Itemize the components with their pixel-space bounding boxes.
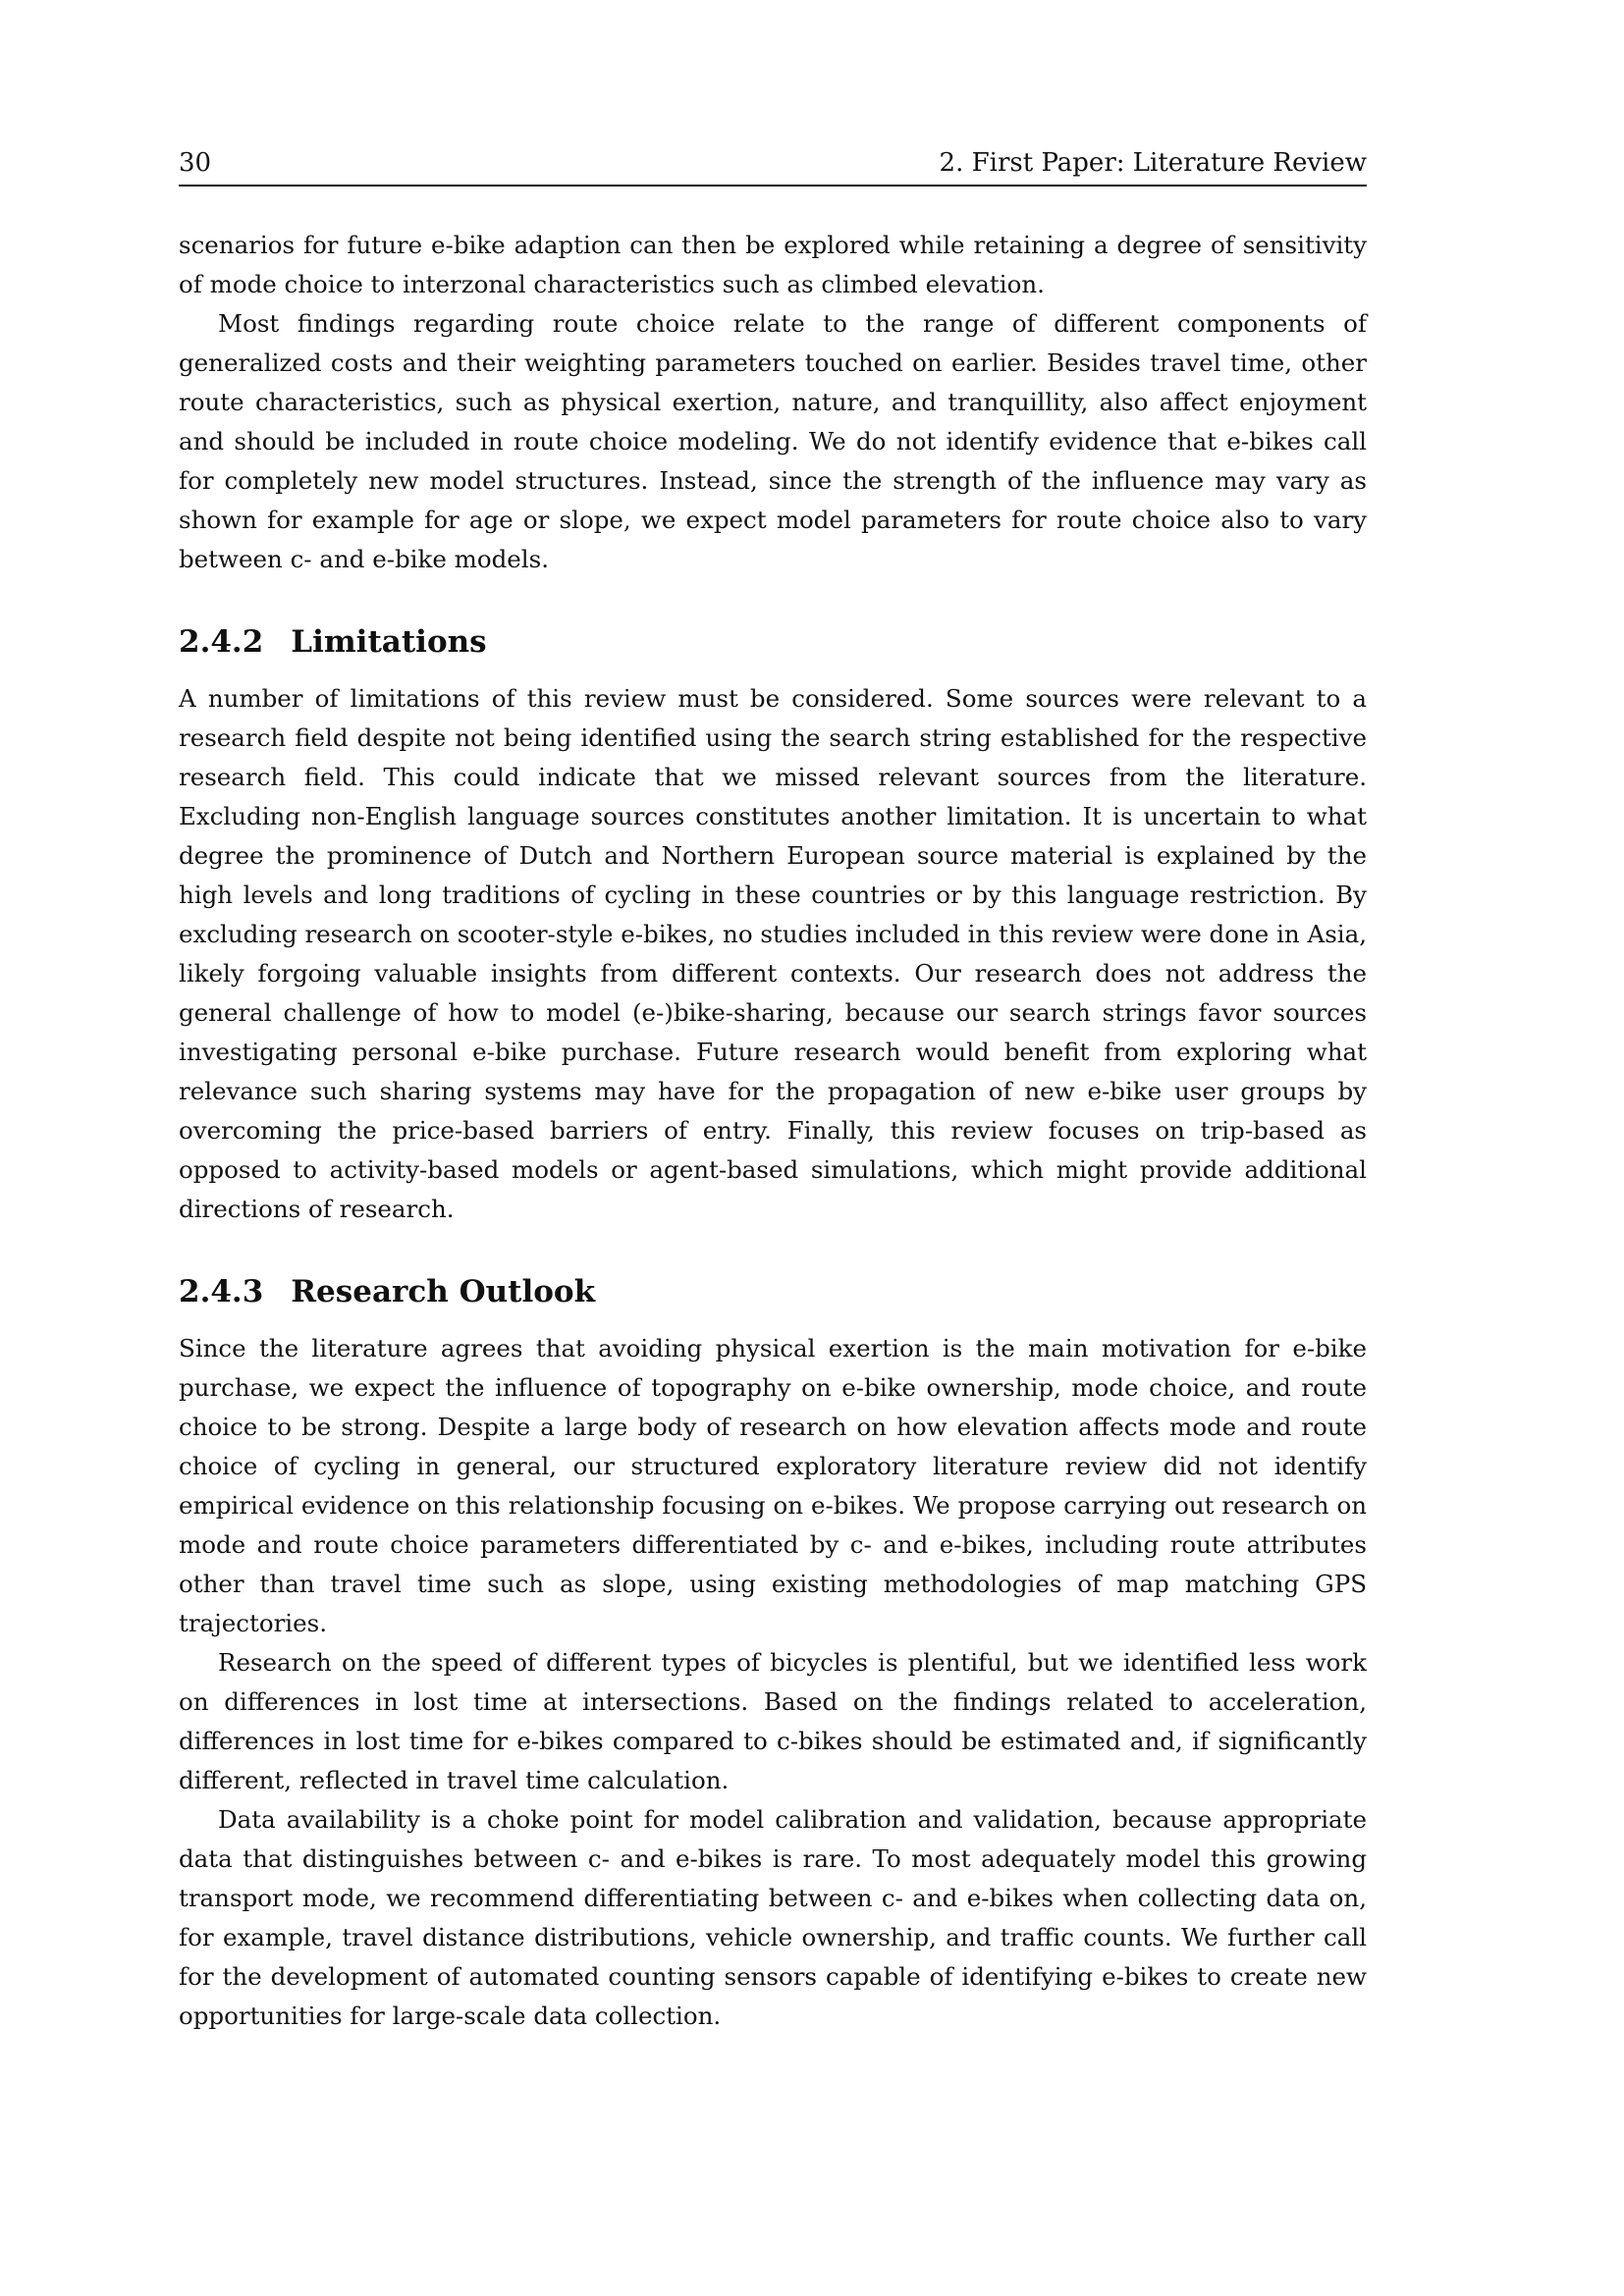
document-page [179,147,1367,2036]
paragraph: Research on the speed of different types of bicycles is plentiful, but we identified less work on differences in lost time at intersections. Based on the findings related to acceleration, differences in lost time for e-bikes compared to c-bikes should be estimated and, if significantly different, reflected in travel time calculation. [179,1648,1367,1794]
paragraph: Most findings regarding route choice relate to the range of different components of generalized costs and their weighting parameters touched on earlier. Besides travel time, other route characteristics, such as physical exertion, nature, and tranquillity, also affect enjoyment and should be included in route choice modeling. We do not identify evidence that e-bikes call for completely new model structures. Instead, since the strength of the influence may vary as shown for example for age or slope, we expect model parameters for route choice also to vary between c- and e-bike models. [179,309,1367,573]
running-title: 2. First Paper: Literature Review [939,148,1367,178]
paragraph: Data availability is a choke point for model calibration and validation, because appropriate data that distinguishes between c- and e-bikes is rare. To most adequately model this growing transport mode, we recommend differentiating between c- and e-bikes when collecting data on, for example, travel distance distributions, vehicle ownership, and traffic counts. We further call for the development of automated counting sensors capable of identifying e-bikes to create new opportunities for large-scale data collection. [179,1805,1367,2030]
section-number: 2.4.2 [179,624,264,660]
body-text [179,226,1367,2036]
page-number: 30 [179,148,212,178]
section-heading-limitations [179,622,1367,662]
section-title: Limitations [291,624,487,660]
running-header [179,147,1367,187]
section-heading-research-outlook [179,1272,1367,1311]
section-number: 2.4.3 [179,1274,264,1309]
section-title: Research Outlook [291,1274,596,1309]
paragraph: A number of limitations of this review must be considered. Some sources were relevant to a research field despite not being identified using the search string established for the respective research field. This could indicate that we missed relevant sources from the literature. Excluding non-English language sources constitutes another limitation. It is uncertain to what degree the prominence of Dutch and Northern European source material is explained by the high levels and long traditions of cycling in these countries or by this language restriction. By excluding research on scooter-style e-bikes, no studies included in this review were done in Asia, likely forgoing valuable insights from different contexts. Our research does not address the general challenge of how to model (e-)bike-sharing, because our search strings favor sources investigating personal e-bike purchase. Future research would benefit from exploring what relevance such sharing systems may have for the propagation of new e-bike user groups by overcoming the price-based barriers of entry. Finally, this review focuses on trip-based as opposed to activity-based models or agent-based simulations, which might provide additional directions of research. [179,684,1367,1223]
paragraph: Since the literature agrees that avoiding physical exertion is the main motivation for e-bike purchase, we expect the influence of topography on e-bike ownership, mode choice, and route choice to be strong. Despite a large body of research on how elevation affects mode and route choice of cycling in general, our structured exploratory literature review did not identify empirical evidence on this relationship focusing on e-bikes. We propose carrying out research on mode and route choice parameters differentiated by c- and e-bikes, including route attributes other than travel time such as slope, using existing methodologies of map matching GPS trajectories. [179,1334,1367,1637]
paragraph: scenarios for future e-bike adaption can then be explored while retaining a degree of sensitivity of mode choice to interzonal characteristics such as climbed elevation. [179,231,1367,298]
